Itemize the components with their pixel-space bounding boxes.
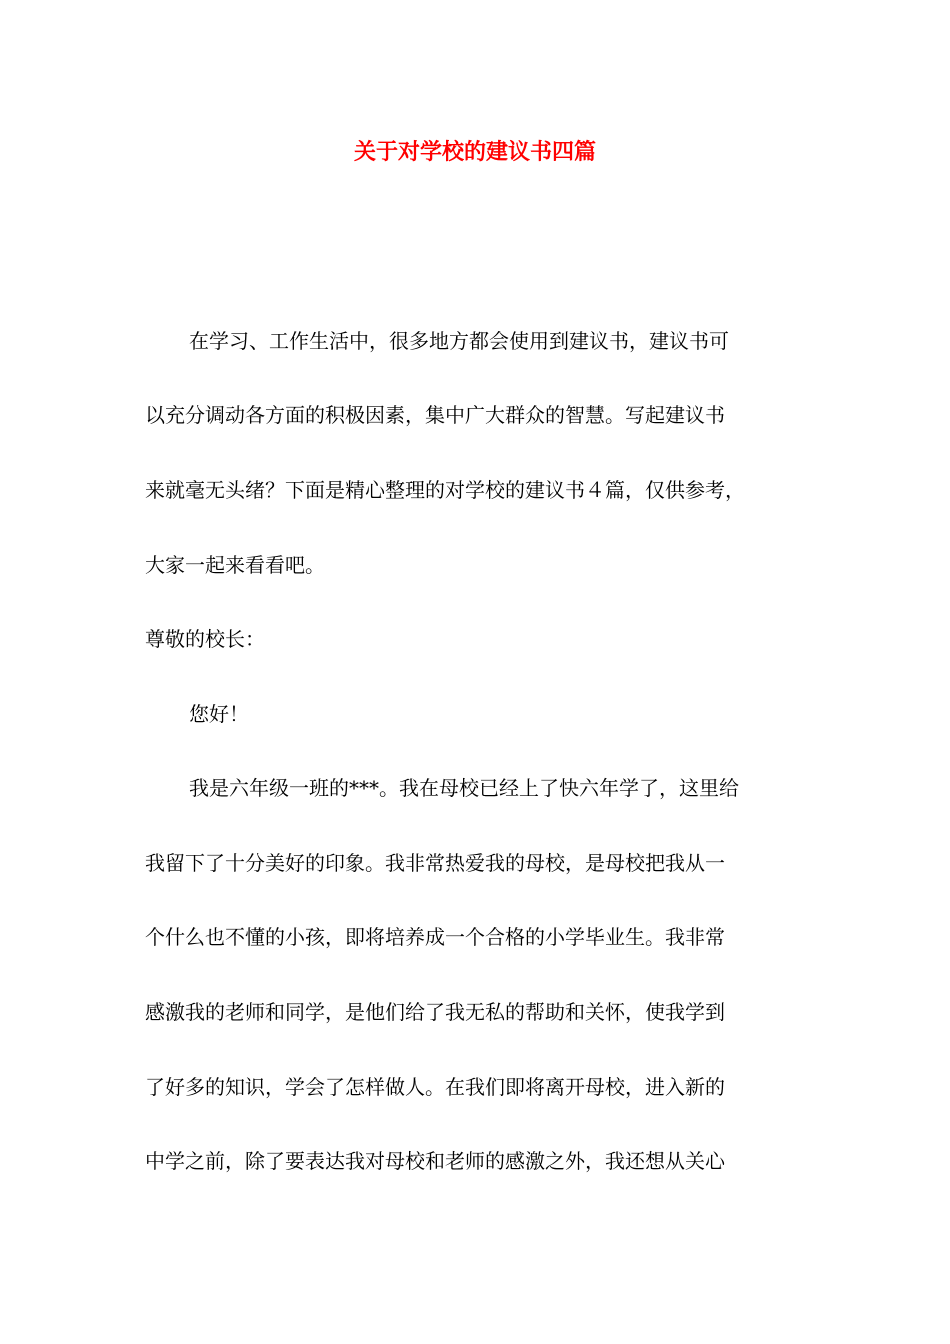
greeting: 您好！ (189, 702, 249, 726)
paragraph-line: 个什么也不懂的小孩，即将培养成一个合格的小学毕业生。我非常 (145, 925, 725, 949)
paragraph-line: 了好多的知识，学会了怎样做人。在我们即将离开母校，进入新的 (145, 1075, 725, 1099)
paragraph-line: 大家一起来看看吧。 (145, 553, 325, 577)
paragraph-line: 来就毫无头绪？下面是精心整理的对学校的建议书４篇，仅供参考， (145, 478, 745, 502)
paragraph-line: 我留下了十分美好的印象。我非常热爱我的母校，是母校把我从一 (145, 851, 725, 875)
paragraph-line: 中学之前，除了要表达我对母校和老师的感激之外，我还想从关心 (145, 1149, 725, 1173)
paragraph-line: 感激我的老师和同学，是他们给了我无私的帮助和关怀，使我学到 (145, 1000, 725, 1024)
salutation: 尊敬的校长： (145, 627, 265, 651)
paragraph-line: 以充分调动各方面的积极因素，集中广大群众的智慧。写起建议书 (145, 403, 725, 427)
document-title: 关于对学校的建议书四篇 (353, 139, 596, 165)
paragraph-line: 我是六年级一班的***。我在母校已经上了快六年学了，这里给 (189, 776, 739, 800)
paragraph-line: 在学习、工作生活中，很多地方都会使用到建议书，建议书可 (189, 329, 729, 353)
